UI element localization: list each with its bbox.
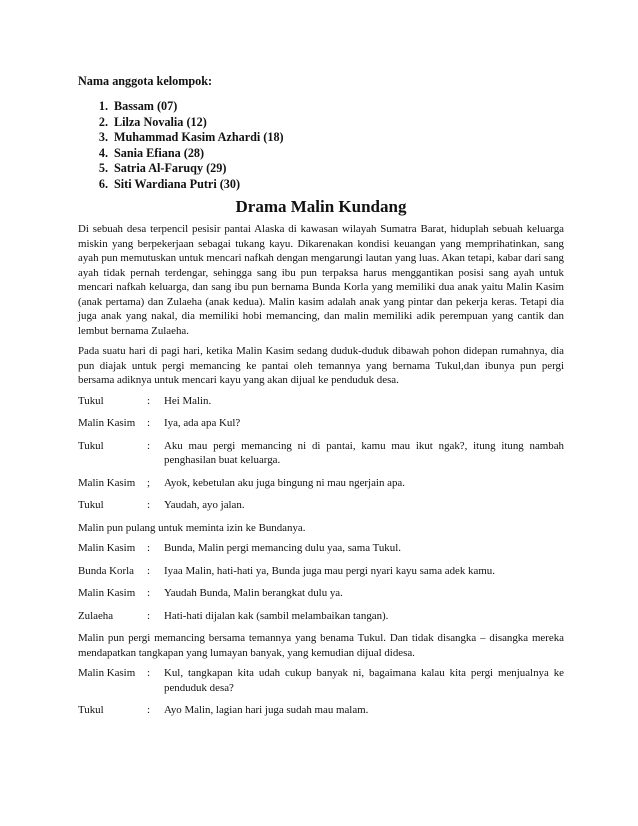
member-item <box>78 161 564 177</box>
speaker-name: Tukul <box>78 439 104 452</box>
member-number: 6. <box>98 176 108 191</box>
dialogue-text: Iyaa Malin, hati-hati ya, Bunda juga mau pergi nyari kayu sama adek kamu. <box>164 564 495 577</box>
speaker-name: Tukul <box>78 704 104 716</box>
separator: ; <box>147 476 151 489</box>
separator: : <box>147 609 151 622</box>
separator: : <box>147 499 151 511</box>
dialogue-text: Ayok, kebetulan aku juga bingung ni mau ngerjain apa. <box>164 476 405 489</box>
dialogue-line <box>78 394 564 409</box>
speaker-name: Malin Kasim <box>78 587 136 599</box>
member-number: 5. <box>98 161 108 175</box>
dialogue-text: Aku mau pergi memancing ni di pantai, kamu mau ikut ngak?, itung itung nambah penghasilan buat keluarga. <box>164 439 564 466</box>
separator: : <box>147 417 151 429</box>
speaker-name: Bunda Korla <box>78 564 134 577</box>
member-name: Sania Efiana (28) <box>114 145 205 160</box>
dialogue-line <box>78 586 564 601</box>
dialogue-block-3 <box>78 666 564 718</box>
separator: : <box>147 587 151 599</box>
dialogue-block-2 <box>78 541 564 623</box>
speaker-name: Malin Kasim <box>78 417 136 429</box>
member-number: 4. <box>98 145 108 160</box>
speaker-name: Malin Kasim <box>78 542 136 554</box>
member-item <box>78 146 564 162</box>
separator: : <box>147 564 151 577</box>
members-heading: Nama anggota kelompok: <box>78 74 213 88</box>
dialogue-text: Iya, ada apa Kul? <box>164 417 241 429</box>
member-item <box>78 115 564 131</box>
separator: : <box>147 542 151 554</box>
document-page <box>78 74 564 726</box>
dialogue-text: Yaudah, ayo jalan. <box>164 499 245 511</box>
speaker-name: Tukul <box>78 394 104 407</box>
dialogue-text: Hati-hati dijalan kak (sambil melambaikan tangan). <box>164 609 389 622</box>
dialogue-text: Bunda, Malin pergi memancing dulu yaa, sama Tukul. <box>164 542 401 554</box>
separator: : <box>147 704 151 716</box>
dialogue-block-1 <box>78 394 564 513</box>
scene-paragraph: Pada suatu hari di pagi hari, ketika Malin Kasim sedang duduk-duduk dibawah pohon didepan rumahnya, dia pun diajak untuk pergi memancing ke pantai oleh temannya yang bernama Tukul,dan ibunya pun pergi bersama adiknya untuk mencari kayu yang akan dijual ke penduduk desa. <box>78 345 564 386</box>
members-list <box>78 99 564 192</box>
dialogue-text: Hei Malin. <box>164 394 212 407</box>
dialogue-line <box>78 476 564 491</box>
separator: : <box>147 439 151 452</box>
member-name: Muhammad Kasim Azhardi (18) <box>114 130 284 144</box>
dialogue-line <box>78 439 564 468</box>
member-name: Satria Al-Faruqy (29) <box>114 161 227 175</box>
speaker-name: Malin Kasim <box>78 476 136 489</box>
separator: : <box>147 667 151 679</box>
member-name: Siti Wardiana Putri (30) <box>114 176 241 191</box>
member-name: Lilza Novalia (12) <box>114 114 207 129</box>
dialogue-line <box>78 564 564 579</box>
scene-paragraph: Malin pun pulang untuk meminta izin ke Bundanya. <box>78 521 306 534</box>
member-item <box>78 177 564 193</box>
dialogue-line <box>78 666 564 695</box>
speaker-name: Malin Kasim <box>78 667 136 679</box>
scene-paragraph: Malin pun pergi memancing bersama temannya yang benama Tukul. Dan tidak disangka – disangka mereka mendapatkan tangkapan yang lumayan banyak, yang kemudian dijual didesa. <box>78 632 564 659</box>
dialogue-line <box>78 609 564 624</box>
dialogue-text: Ayo Malin, lagian hari juga sudah mau malam. <box>164 704 369 716</box>
speaker-name: Tukul <box>78 499 104 511</box>
dialogue-line <box>78 416 564 431</box>
member-number: 2. <box>98 114 108 129</box>
member-item <box>78 99 564 115</box>
member-item <box>78 130 564 146</box>
member-name: Bassam (07) <box>114 99 178 113</box>
dialogue-line <box>78 541 564 556</box>
drama-title: Drama Malin Kundang <box>235 197 407 216</box>
speaker-name: Zulaeha <box>78 609 114 622</box>
dialogue-text: Kul, tangkapan kita udah cukup banyak ni, bagaimana kalau kita pergi menjualnya ke penduduk desa? <box>164 667 564 694</box>
intro-paragraph: Di sebuah desa terpencil pesisir pantai Alaska di kawasan wilayah Sumatra Barat, hiduplah sebuah keluarga miskin yang berpekerjaan sebagai tukang kayu. Dikarenakan kondisi keuangan yang memprihatinkan, sang ayah pun memutuskan untuk mencari nafkah dengan mengarungi lautan yang luas. Akan tetapi, kabar dari sang ayah tidak pernah terdengar, sehingga sang ibu pun terpaksa harus menggantikan posisi sang ayah untuk mencari nafkah keluarga, dan sang ibu pun bernama Bunda Korla yang memiliki dua anak yaitu Malin Kasim (anak pertama) dan Zulaeha (anak kedua). Malin kasim adalah anak yang pintar dan pekerja keras. Tetapi dia juga anak yang nakal, dia memiliki hobi memancing, dan malin memiliki adik perempuan yang cantik dan lembut bernama Zulaeha. <box>78 223 564 337</box>
dialogue-text: Yaudah Bunda, Malin berangkat dulu ya. <box>164 587 343 599</box>
member-number: 3. <box>98 130 108 144</box>
separator: : <box>147 394 151 407</box>
dialogue-line <box>78 498 564 513</box>
dialogue-line <box>78 703 564 718</box>
member-number: 1. <box>98 99 108 113</box>
